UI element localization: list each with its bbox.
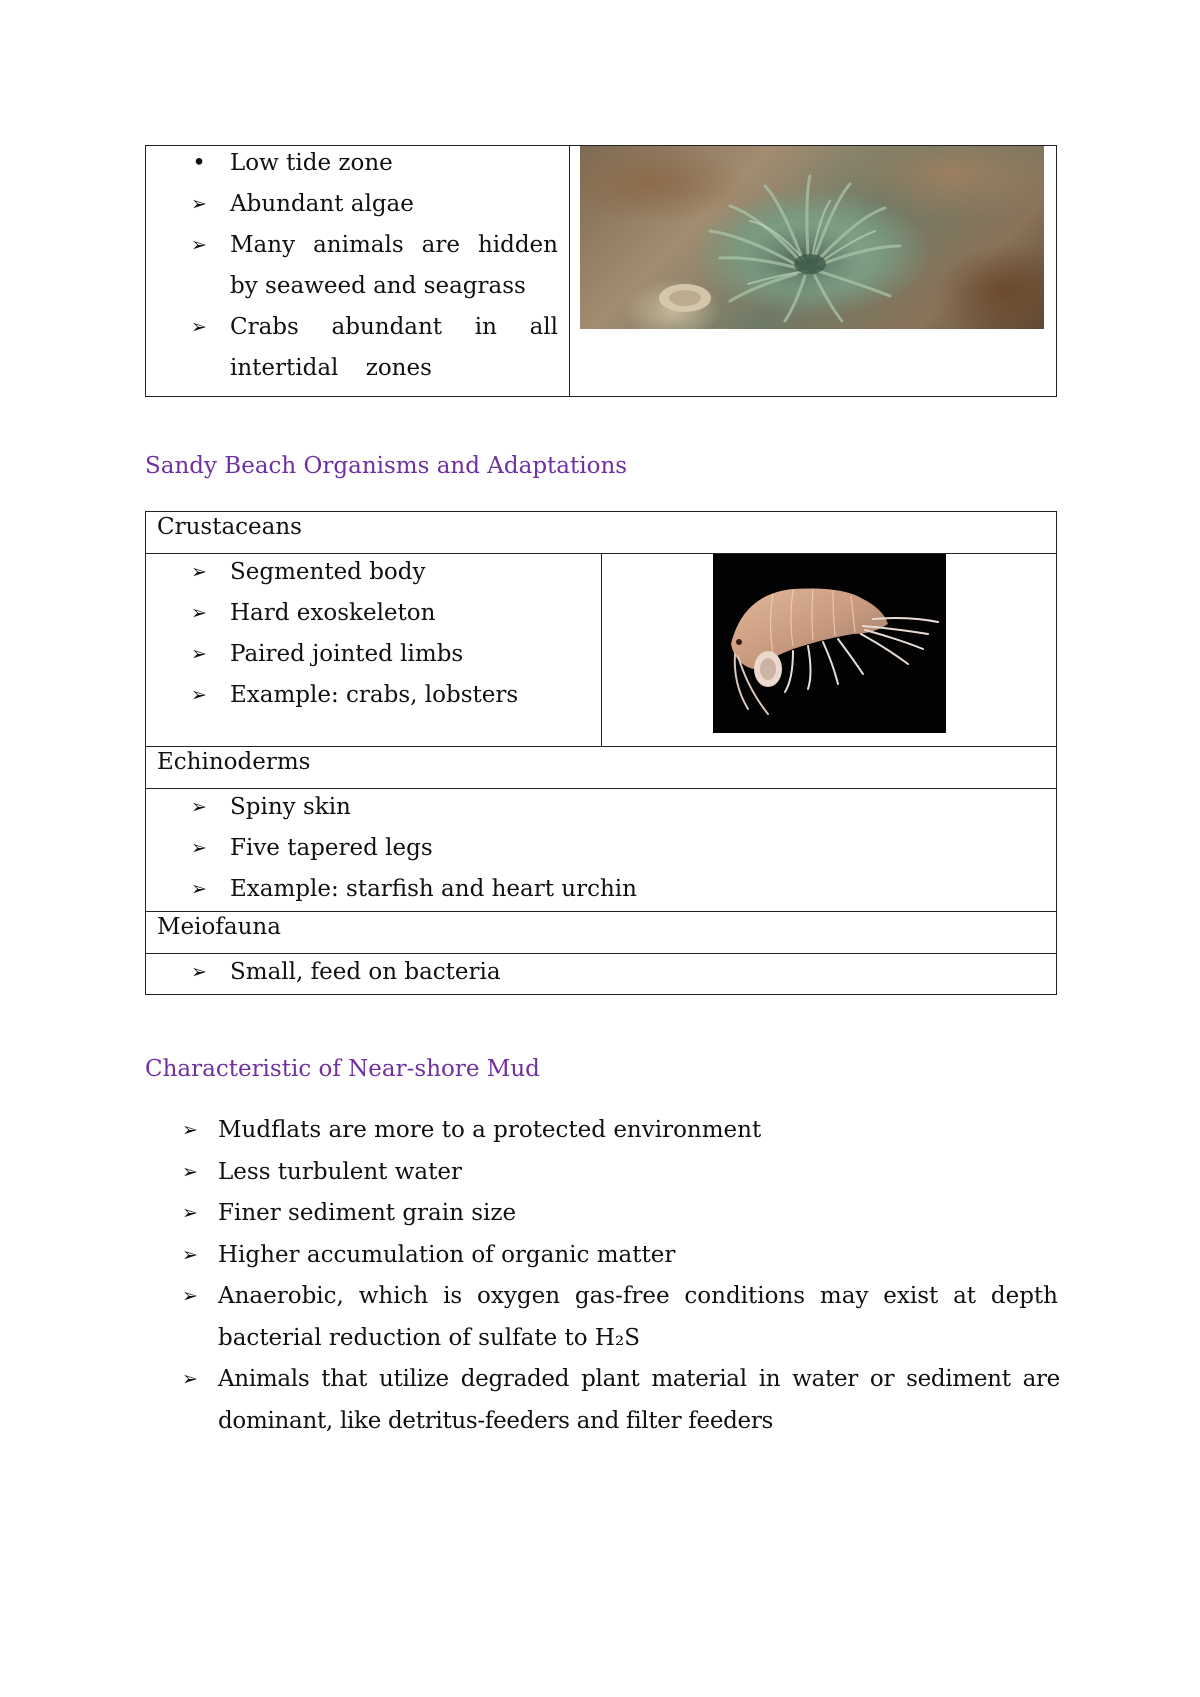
arrow-bullet-icon: ➢ [191, 234, 207, 256]
list-item: ➢ Many animals are hidden by seaweed and seagrass [146, 225, 558, 307]
arrow-bullet-icon: ➢ [191, 961, 207, 983]
round-bullet-icon: • [192, 150, 206, 176]
arrow-bullet-icon: ➢ [182, 1160, 198, 1183]
list-item: ➢ Finer sediment grain size [180, 1193, 1060, 1235]
near-shore-mud-list [180, 1110, 1060, 1442]
low-tide-photo-cell [570, 146, 1056, 396]
arrow-bullet-icon: ➢ [191, 837, 207, 859]
list-item: ➢ Hard exoskeleton [146, 593, 601, 634]
sandy-beach-heading: Sandy Beach Organisms and Adaptations [145, 453, 628, 479]
list-item: ➢ Small, feed on bacteria [146, 952, 1056, 993]
arrow-bullet-icon: ➢ [182, 1119, 198, 1141]
crustaceans-list-cell [146, 554, 602, 746]
list-item: ➢ Segmented body [146, 552, 601, 593]
category-label: Crustaceans [157, 514, 302, 540]
category-row-crustaceans [146, 512, 1056, 554]
arrow-bullet-icon: ➢ [191, 684, 207, 706]
crustaceans-detail-row [146, 554, 1056, 747]
low-tide-text-cell [146, 146, 570, 396]
list-item: ➢ Animals that utilize degraded plant material in water or sediment are dominant, like detritus-feeders and filter feeders [180, 1359, 1060, 1442]
amphipod-illustration [713, 554, 946, 733]
list-item: ➢ Crabs abundant in all intertidal zones [146, 307, 558, 389]
arrow-bullet-icon: ➢ [191, 878, 207, 900]
list-item [146, 143, 558, 184]
list-item: ➢ Mudflats are more to a protected environment [180, 1110, 1060, 1152]
category-label: Meiofauna [157, 914, 281, 940]
arrow-bullet-icon: ➢ [191, 602, 207, 624]
list-item: ➢ Example: crabs, lobsters [146, 675, 601, 716]
arrow-bullet-icon: ➢ [182, 1285, 198, 1307]
arrow-bullet-icon: ➢ [191, 643, 207, 665]
sea-anemone-illustration [580, 146, 1044, 329]
arrow-bullet-icon: ➢ [191, 316, 207, 338]
list-item: ➢ Anaerobic, which is oxygen gas-free conditions may exist at depth bacterial reduction of sulfate to H₂S [180, 1276, 1060, 1359]
list-item: ➢ Higher accumulation of organic matter [180, 1235, 1060, 1277]
crustaceans-photo-cell [602, 554, 1056, 746]
arrow-bullet-icon: ➢ [182, 1368, 198, 1390]
arrow-bullet-icon: ➢ [182, 1202, 198, 1224]
sandy-beach-table [145, 511, 1057, 995]
near-shore-mud-heading: Characteristic of Near-shore Mud [145, 1056, 540, 1082]
list-item: ➢ Five tapered legs [146, 828, 1056, 869]
category-row-echinoderms [146, 747, 1056, 789]
list-item: ➢ Abundant algae [146, 184, 558, 225]
list-item: ➢ Example: starfish and heart urchin [146, 869, 1056, 910]
arrow-bullet-icon: ➢ [191, 193, 207, 215]
arrow-bullet-icon: ➢ [191, 796, 207, 818]
sea-anemone-photo [580, 146, 1044, 329]
list-item: ➢ Less turbulent water [180, 1152, 1060, 1194]
list-item: ➢ Spiny skin [146, 787, 1056, 828]
meiofauna-detail-row [146, 952, 1056, 994]
low-tide-zone-title: Low tide zone [230, 150, 393, 176]
category-label: Echinoderms [157, 749, 311, 775]
echinoderms-detail-row [146, 787, 1056, 912]
arrow-bullet-icon: ➢ [182, 1243, 198, 1266]
arrow-bullet-icon: ➢ [191, 561, 207, 583]
list-item: ➢ Paired jointed limbs [146, 634, 601, 675]
low-tide-table [145, 145, 1057, 397]
category-row-meiofauna [146, 912, 1056, 954]
amphipod-photo [713, 554, 946, 733]
